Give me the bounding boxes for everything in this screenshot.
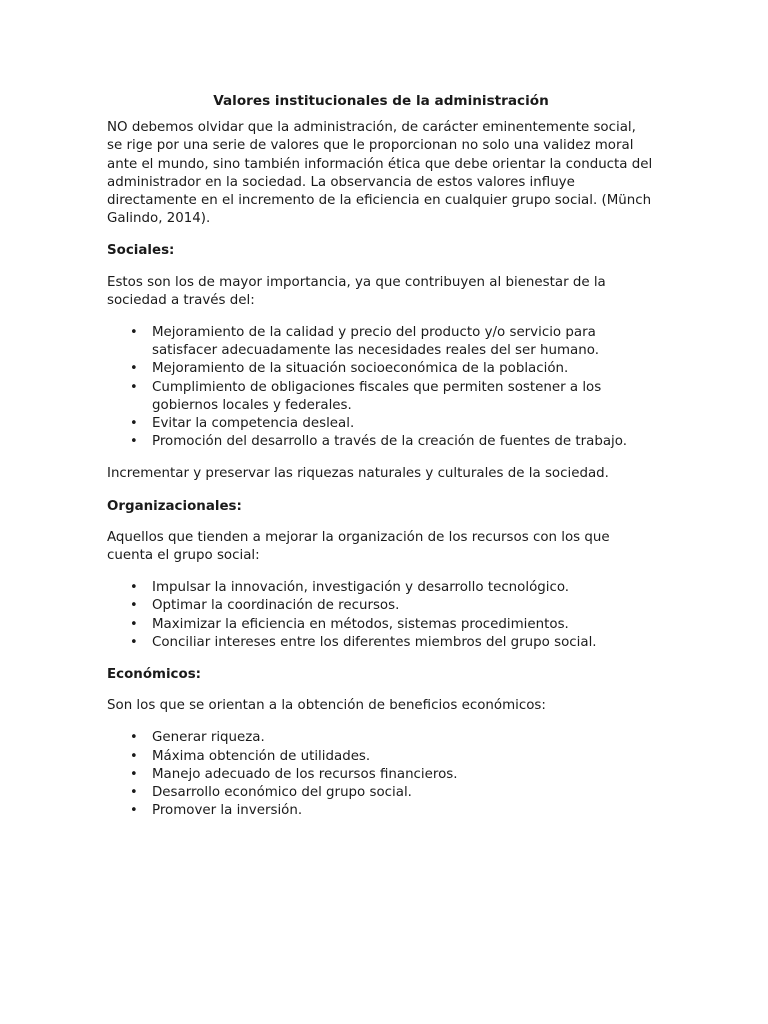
bullet-icon: • xyxy=(130,580,138,596)
bullet-icon: • xyxy=(130,325,138,341)
list-item: • Cumplimiento de obligaciones fiscales que permiten sostener a los gobiernos locales y federales. xyxy=(130,379,602,413)
list-item: • Promoción del desarrollo a través de la creación de fuentes de trabajo. xyxy=(107,433,655,451)
list-item: • Generar riqueza. xyxy=(107,729,655,747)
bullet-icon: • xyxy=(130,598,138,614)
list-item: • Conciliar intereses entre los diferentes miembros del grupo social. xyxy=(107,634,655,652)
section-heading-economicos: Económicos: xyxy=(107,667,202,683)
bullet-icon: • xyxy=(130,379,138,395)
list-item: • Manejo adecuado de los recursos financieros. xyxy=(107,766,655,784)
list-item: • Mejoramiento de la situación socioeconómica de la población. xyxy=(107,360,655,378)
bullet-list-organizacionales xyxy=(107,579,655,652)
bullet-icon: • xyxy=(130,785,138,801)
list-item: • Promover la inversión. xyxy=(107,802,655,820)
list-item: • Máxima obtención de utilidades. xyxy=(107,748,655,766)
list-item: • Evitar la competencia desleal. xyxy=(107,415,655,433)
bullet-icon: • xyxy=(130,634,138,650)
intro-paragraph: NO debemos olvidar que la administración, de carácter eminentemente social, se rige por una serie de valores que le proporcionan no solo una validez moral ante el mundo, sino también información ética que debe orientar la conducta del administrador en la sociedad. La observancia de estos valores influye directamente en el incremento de la eficiencia en cualquier grupo social. (Münch Galindo, 2014). xyxy=(107,120,653,227)
bullet-icon: • xyxy=(130,730,138,746)
section-heading-organizacionales: Organizacionales: xyxy=(107,498,242,514)
section-intro-economicos: Son los que se orientan a la obtención de beneficios económicos: xyxy=(107,698,546,714)
bullet-list-economicos xyxy=(107,729,655,820)
document-page xyxy=(107,92,655,835)
list-item: • Mejoramiento de la calidad y precio del producto y/o servicio para satisfacer adecuadamente las necesidades reales del ser humano. xyxy=(130,325,599,359)
list-item: • Maximizar la eficiencia en métodos, sistemas procedimientos. xyxy=(107,616,655,634)
section-intro-sociales: Estos son los de mayor importancia, ya que contribuyen al bienestar de la sociedad a través del: xyxy=(107,274,606,308)
bullet-icon: • xyxy=(130,616,138,632)
bullet-icon: • xyxy=(130,803,138,819)
bullet-icon: • xyxy=(130,416,138,432)
bullet-icon: • xyxy=(130,748,138,764)
section-heading-sociales: Sociales: xyxy=(107,243,175,259)
section-outro-sociales: Incrementar y preservar las riquezas naturales y culturales de la sociedad. xyxy=(107,466,609,482)
list-item: • Optimar la coordinación de recursos. xyxy=(107,597,655,615)
bullet-icon: • xyxy=(130,766,138,782)
document-title: Valores institucionales de la administración xyxy=(213,93,549,109)
section-intro-organizacionales: Aquellos que tienden a mejorar la organización de los recursos con los que cuenta el grupo social: xyxy=(107,529,610,564)
bullet-list-sociales xyxy=(107,324,655,451)
list-item: • Impulsar la innovación, investigación y desarrollo tecnológico. xyxy=(107,579,655,597)
bullet-icon: • xyxy=(130,361,138,377)
list-item: • Desarrollo económico del grupo social. xyxy=(107,784,655,802)
bullet-icon: • xyxy=(130,434,138,450)
